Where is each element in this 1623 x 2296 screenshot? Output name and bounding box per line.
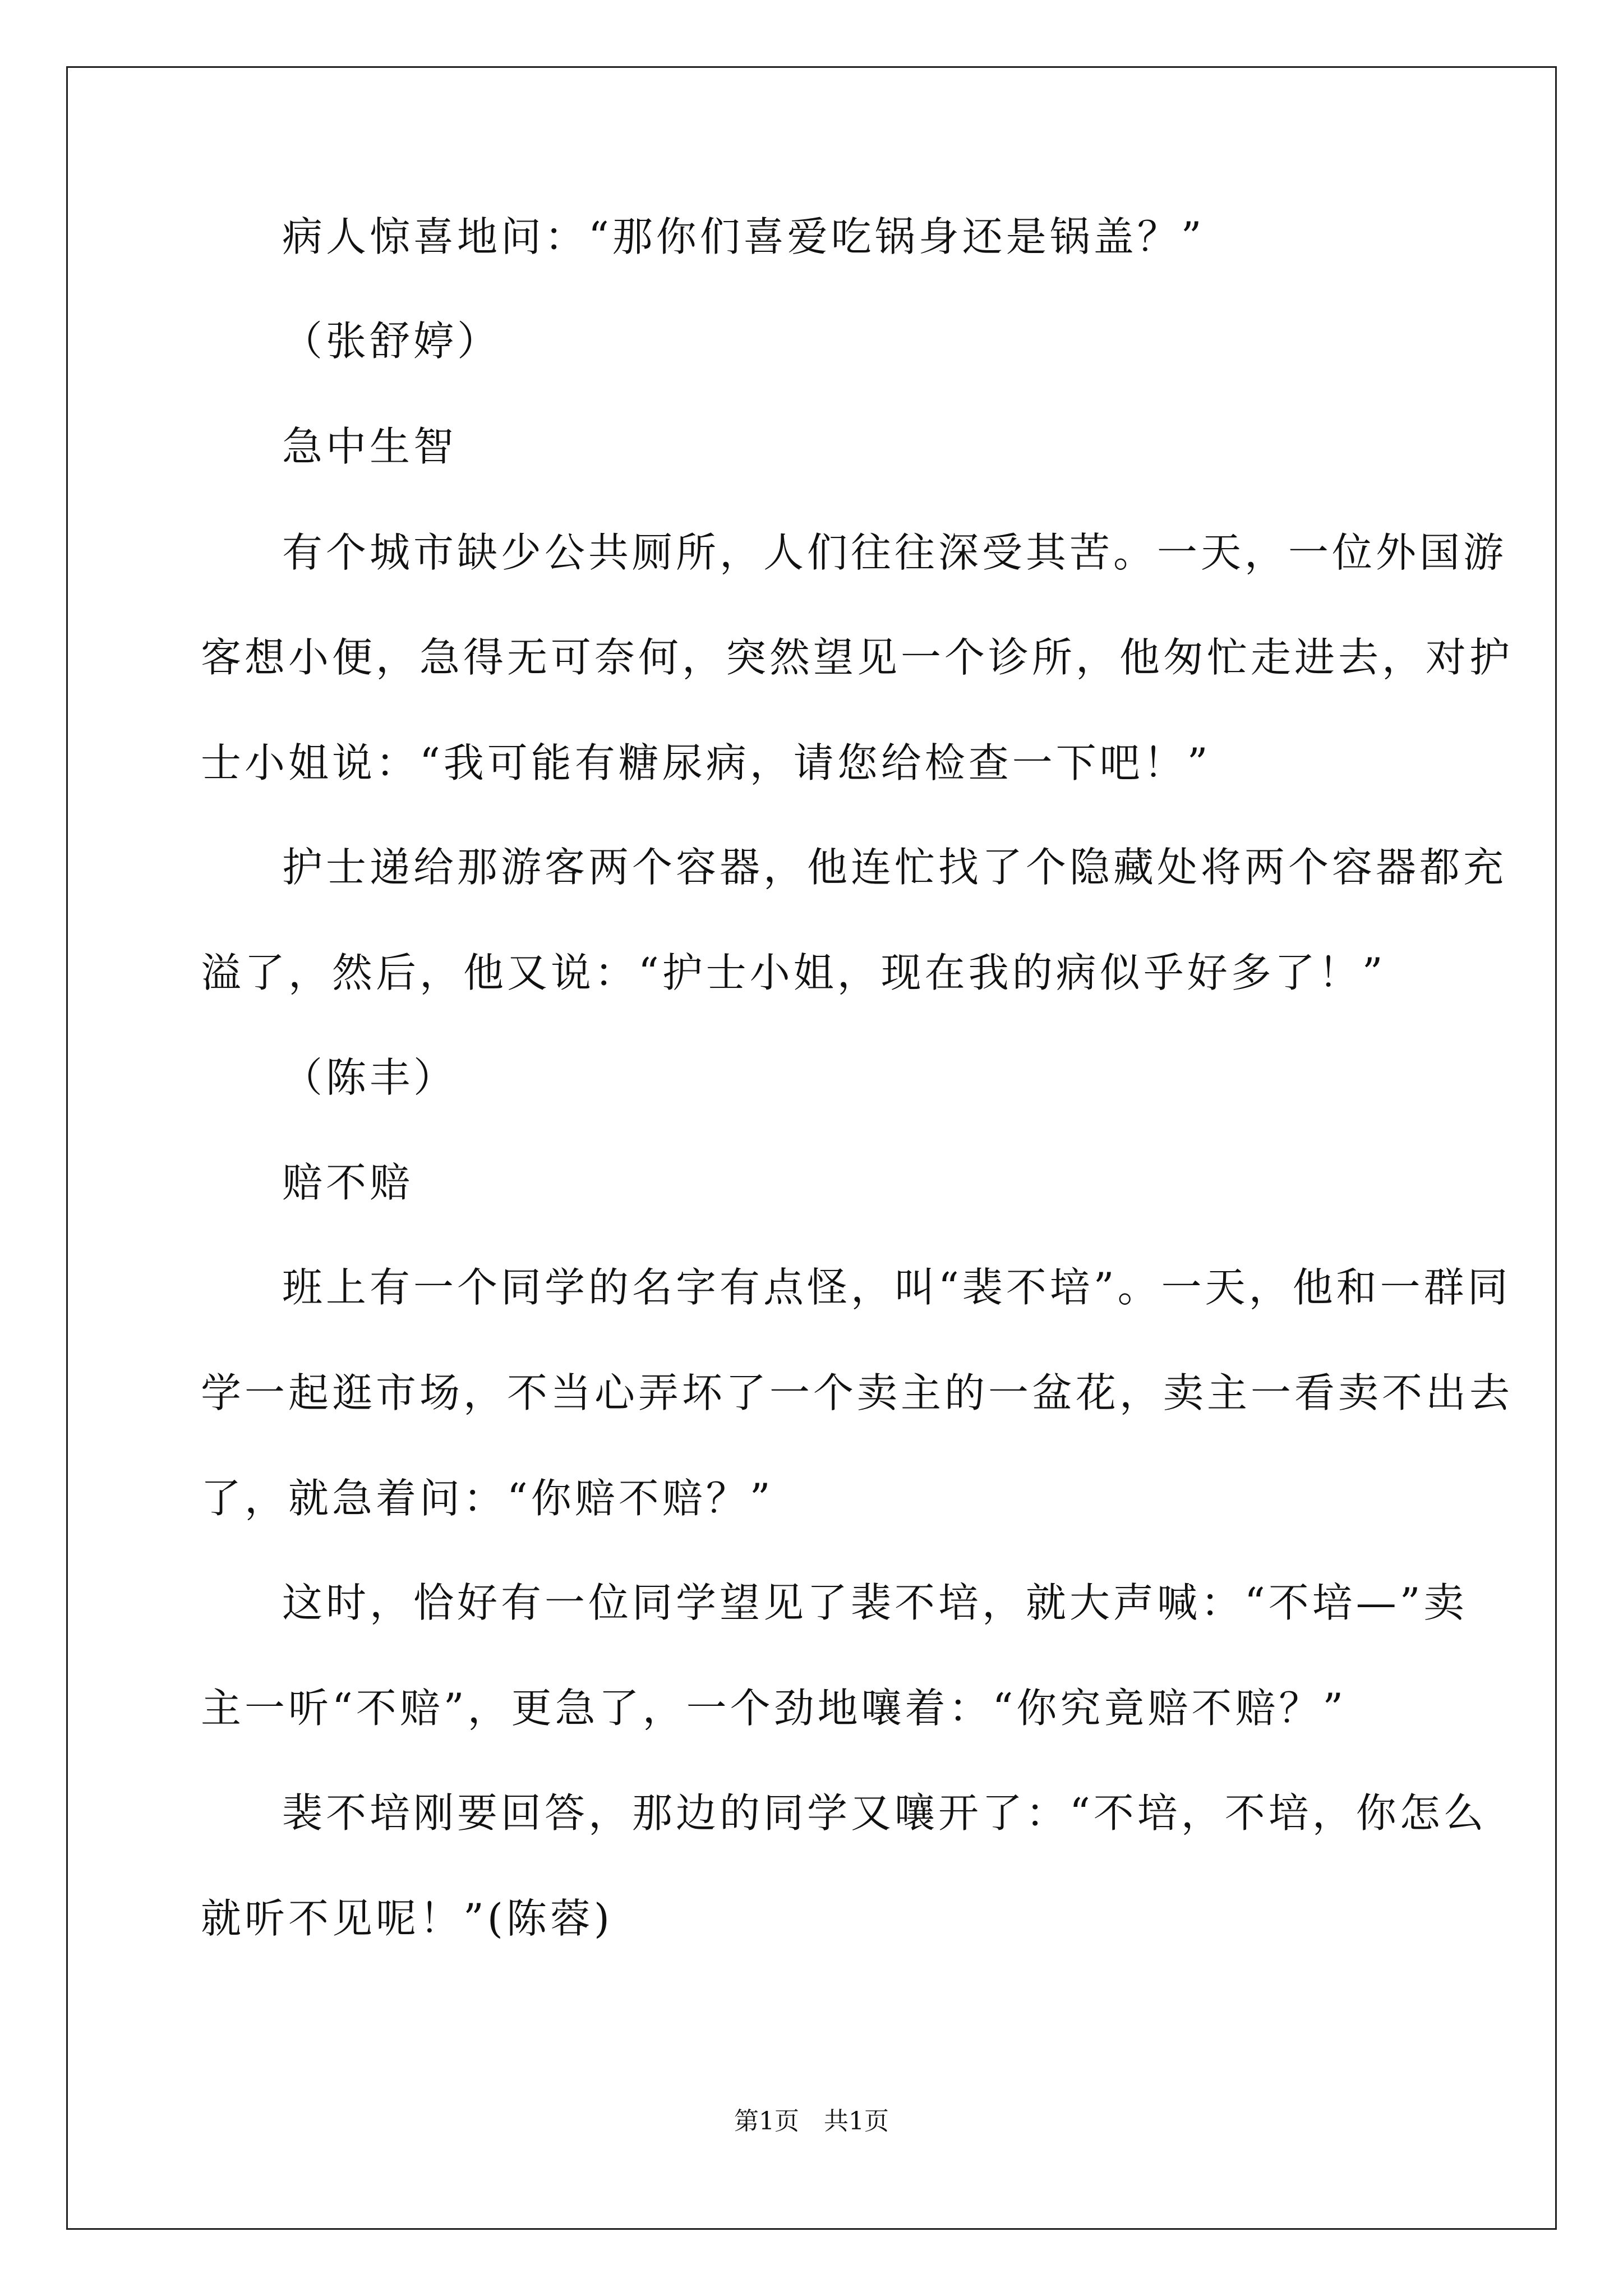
- paragraph-line: 病人惊喜地问：“那你们喜爱吃锅身还是锅盖？”: [282, 213, 1205, 260]
- story-title: 急中生智: [282, 423, 458, 470]
- paragraph-line: 这时，恰好有一位同学望见了裴不培，就大声喊：“不培—”卖: [282, 1579, 1468, 1626]
- paragraph-line: 主一听“不赔”，更急了，一个劲地嚷着：“你究竟赔不赔？”: [201, 1685, 1347, 1732]
- paragraph-line: 护士递给那游客两个容器，他连忙找了个隐藏处将两个容器都充: [282, 844, 1507, 891]
- paragraph-line: 就听不见呢！”(陈蓉): [201, 1895, 613, 1942]
- page-number-footer: 第1页 共1页: [734, 2107, 889, 2136]
- paragraph-line: 班上有一个同学的名字有点怪，叫“裴不培”。一天，他和一群同: [282, 1264, 1511, 1311]
- paragraph-line: 有个城市缺少公共厕所，人们往往深受其苦。一天，一位外国游: [282, 529, 1507, 576]
- author-credit: （张舒婷）: [282, 318, 501, 365]
- paragraph-line: 了，就急着问：“你赔不赔？”: [201, 1475, 774, 1522]
- author-credit: （陈丰）: [282, 1054, 458, 1101]
- paragraph-line: 客想小便，急得无可奈何，突然望见一个诊所，他匆忙走进去，对护: [201, 634, 1514, 681]
- story-title: 赔不赔: [282, 1159, 414, 1206]
- paragraph-line: 士小姐说：“我可能有糖尿病，请您给检查一下吧！”: [201, 739, 1211, 786]
- paragraph-line: 溢了，然后，他又说：“护士小姐，现在我的病似乎好多了！”: [201, 949, 1386, 996]
- paragraph-line: 裴不培刚要回答，那边的同学又嚷开了：“不培，不培，你怎么: [282, 1789, 1487, 1837]
- paragraph-line: 学一起逛市场，不当心弄坏了一个卖主的一盆花，卖主一看卖不出去: [201, 1369, 1514, 1416]
